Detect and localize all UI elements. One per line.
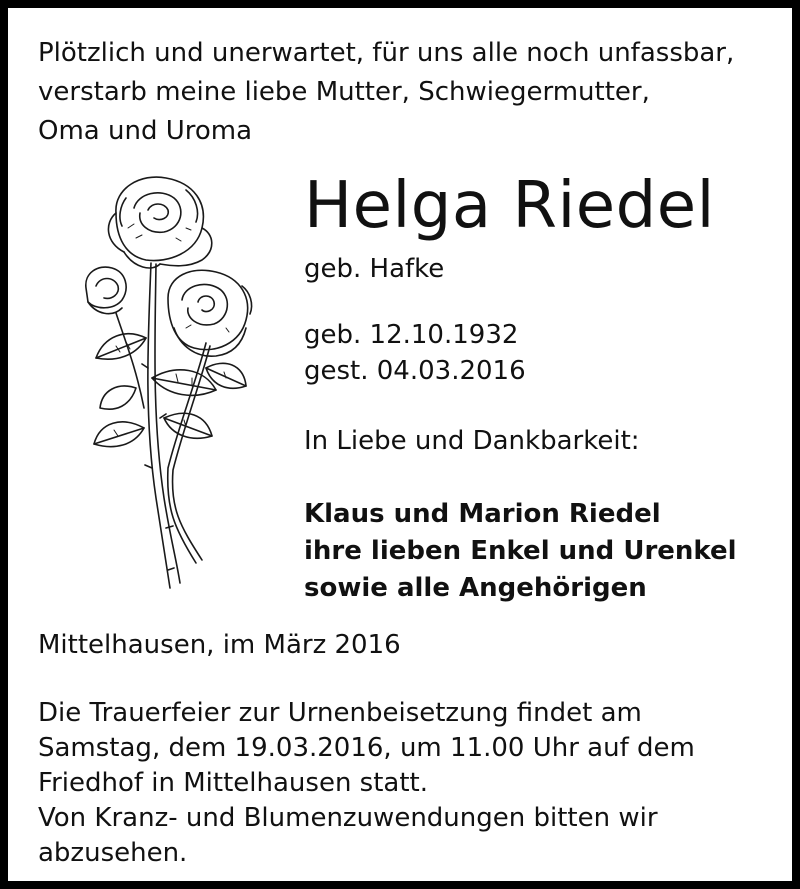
birth-date: geb. 12.10.1932 xyxy=(304,320,519,350)
funeral-line-3: Friedhof in Mittelhausen statt. xyxy=(38,768,429,798)
deceased-name: Helga Riedel xyxy=(304,169,715,243)
family-names xyxy=(304,496,737,607)
funeral-line-2: Samstag, dem 19.03.2016, um 11.00 Uhr auf dem xyxy=(38,733,695,763)
dedication-text: In Liebe und Dankbarkeit: xyxy=(304,426,640,456)
funeral-line-4: Von Kranz- und Blumenzuwendungen bitten wir xyxy=(38,803,658,833)
intro-line-1: Plötzlich und unerwartet, für uns alle noch unfassbar, xyxy=(38,38,735,68)
rose-drawing-icon xyxy=(56,168,256,598)
death-date: gest. 04.03.2016 xyxy=(304,356,526,386)
funeral-details xyxy=(38,696,778,871)
funeral-line-5: abzusehen. xyxy=(38,838,188,868)
obituary-notice xyxy=(8,8,792,881)
family-line-1: Klaus und Marion Riedel xyxy=(304,499,661,529)
intro-line-3: Oma und Uroma xyxy=(38,116,253,146)
family-line-2: ihre lieben Enkel und Urenkel xyxy=(304,536,737,566)
maiden-name: geb. Hafke xyxy=(304,254,445,284)
funeral-line-1: Die Trauerfeier zur Urnenbeisetzung findet am xyxy=(38,698,642,728)
place-date: Mittelhausen, im März 2016 xyxy=(38,630,401,660)
family-line-3: sowie alle Angehörigen xyxy=(304,573,647,603)
intro-text xyxy=(38,34,778,151)
intro-line-2: verstarb meine liebe Mutter, Schwiegermutter, xyxy=(38,77,650,107)
